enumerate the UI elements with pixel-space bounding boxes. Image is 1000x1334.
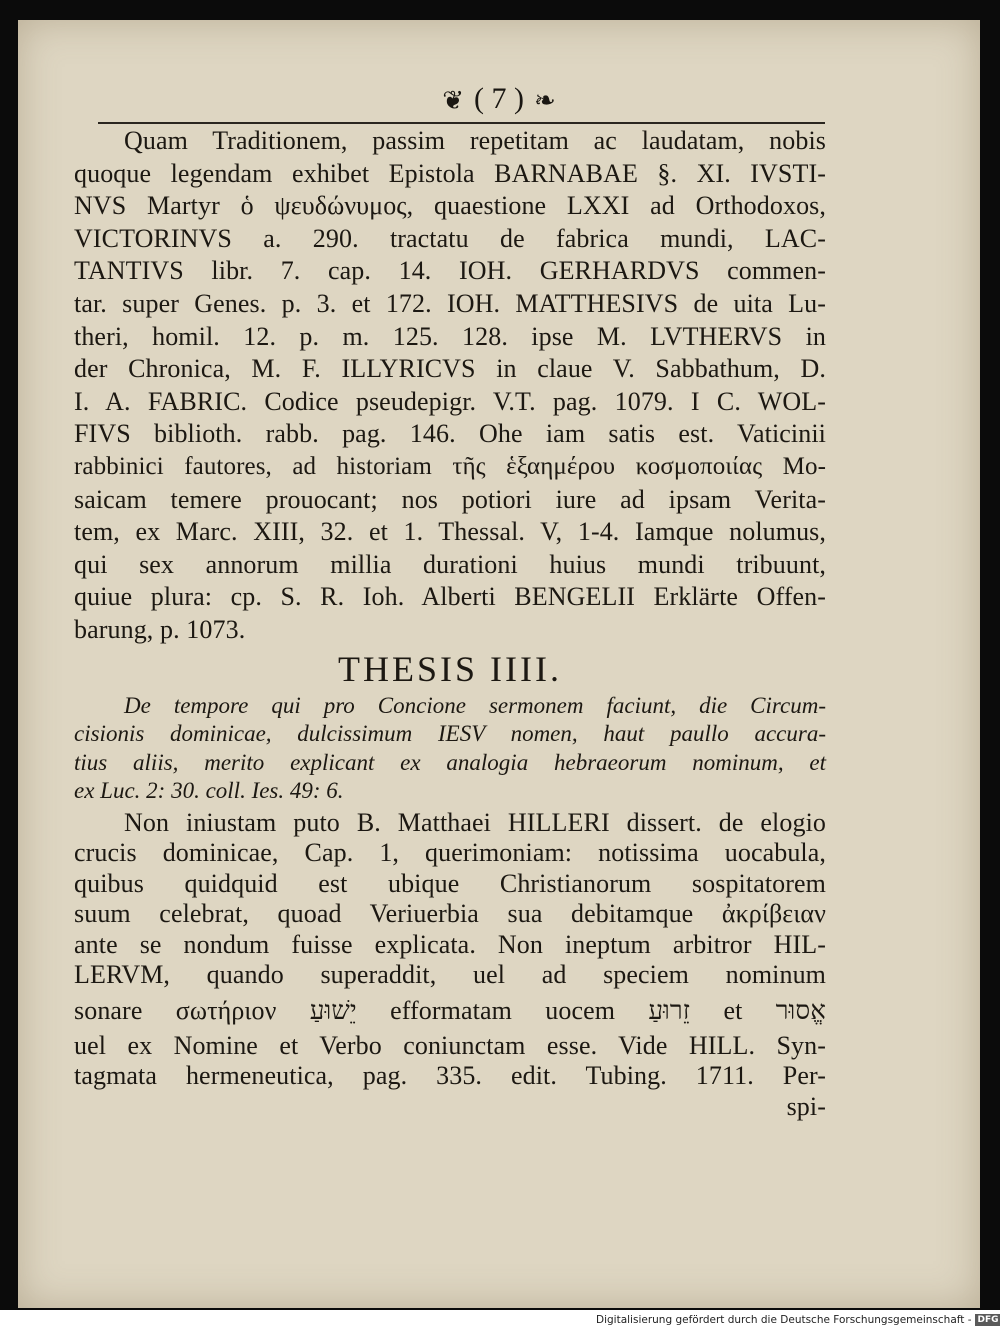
text-line: tagmata hermeneutica, pag. 335. edit. Tubing. 1711. Per- xyxy=(74,1061,826,1091)
credit-text: Digitalisierung gefördert durch die Deutsche Forschungsgemeinschaft - xyxy=(596,1314,972,1326)
text-line: quibus quidquid est ubique Christianorum sospitatorem xyxy=(74,868,826,898)
text-line: Non iniustam puto B. Matthaei HILLERI dissert. de elogio xyxy=(124,807,826,837)
text-line: der Chronica, M. F. ILLYRICVS in claue V. Sabbathum, D. xyxy=(74,354,826,384)
text-line: FIVS biblioth. rabb. pag. 146. Ohe iam satis est. Vaticinii xyxy=(74,419,826,449)
text-line: I. A. FABRIC. Codice pseudepigr. V.T. pag. 1079. I C. WOL- xyxy=(74,386,826,416)
text-line: ante se nondum fuisse explicata. Non ineptum arbitror HIL- xyxy=(74,929,826,959)
text-line: quiue plura: cp. S. R. Ioh. Alberti BENGELII Erklärte Offen- xyxy=(74,582,826,612)
text-line: quoque legendam exhibet Epistola BARNABAE §. XI. IVSTI- xyxy=(74,158,826,188)
text-line: barung, p. 1073. xyxy=(74,614,246,644)
text-body xyxy=(74,125,826,1122)
thesis-line: tius aliis, merito explicant ex analogia hebraeorum nominum, et xyxy=(74,749,826,775)
dfg-logo: DFG xyxy=(975,1314,1000,1326)
thesis-heading: THESIS IIII. xyxy=(338,648,562,689)
thesis-line: cisionis dominicae, dulcissimum IESV nomen, haut paullo accura- xyxy=(74,721,826,747)
thesis-line: De tempore qui pro Concione sermonem faciunt, die Circum- xyxy=(124,692,826,718)
text-line: NVS Martyr ὁ ψευδώνυμος, quaestione LXXI ad Orthodoxos, xyxy=(74,191,826,221)
text-line: saicam temere prouocant; nos potiori iure ad ipsam Verita- xyxy=(74,484,826,514)
text-line: אֱסוּר et זֵרוּעַ efformatam uocem יֵשׁוּעַ sonare σωτήριον xyxy=(74,995,826,1025)
header-rule xyxy=(98,122,825,124)
page-header xyxy=(18,82,980,116)
text-line: VICTORINVS a. 290. tractatu de fabrica mundi, LAC- xyxy=(74,223,826,253)
catchword: spi- xyxy=(786,1091,826,1121)
thesis-statement xyxy=(74,692,826,806)
right-ornament-icon: ❧ xyxy=(533,86,556,116)
page-number: ( 7 ) xyxy=(474,82,524,115)
text-line: theri, homil. 12. p. m. 125. 128. ipse M. LVTHERVS in xyxy=(74,321,826,351)
paragraph-2 xyxy=(74,808,826,1123)
text-line: crucis dominicae, Cap. 1, querimoniam: notissima uocabula, xyxy=(74,838,826,868)
digitization-credit xyxy=(596,1314,1000,1326)
text-line: Quam Traditionem, passim repetitam ac laudatam, nobis xyxy=(124,126,826,155)
text-line: suum celebrat, quoad Veriuerbia sua debitamque ἀκρίβειαν xyxy=(74,899,826,929)
text-line: TANTIVS libr. 7. cap. 14. IOH. GERHARDVS commen- xyxy=(74,256,826,286)
text-line: uel ex Nomine et Verbo coniunctam esse. Vide HILL. Syn- xyxy=(74,1030,826,1060)
text-line: rabbinici fautores, ad historiam τῆς ἑξαημέρου κοσμοποιίας Mo- xyxy=(74,452,826,480)
text-line: qui sex annorum millia durationi huius mundi tribuunt, xyxy=(74,549,826,579)
text-line: tem, ex Marc. XIII, 32. et 1. Thessal. V, 1-4. Iamque nolumus, xyxy=(74,517,826,547)
thesis-line: ex Luc. 2: 30. coll. Ies. 49: 6. xyxy=(74,778,344,804)
left-ornament-icon: ❦ xyxy=(442,86,464,116)
text-line: tar. super Genes. p. 3. et 172. IOH. MATTHESIVS de uita Lu- xyxy=(74,288,826,318)
text-line: LERVM, quando superaddit, uel ad speciem nominum xyxy=(74,960,826,990)
paragraph-1 xyxy=(74,125,826,647)
